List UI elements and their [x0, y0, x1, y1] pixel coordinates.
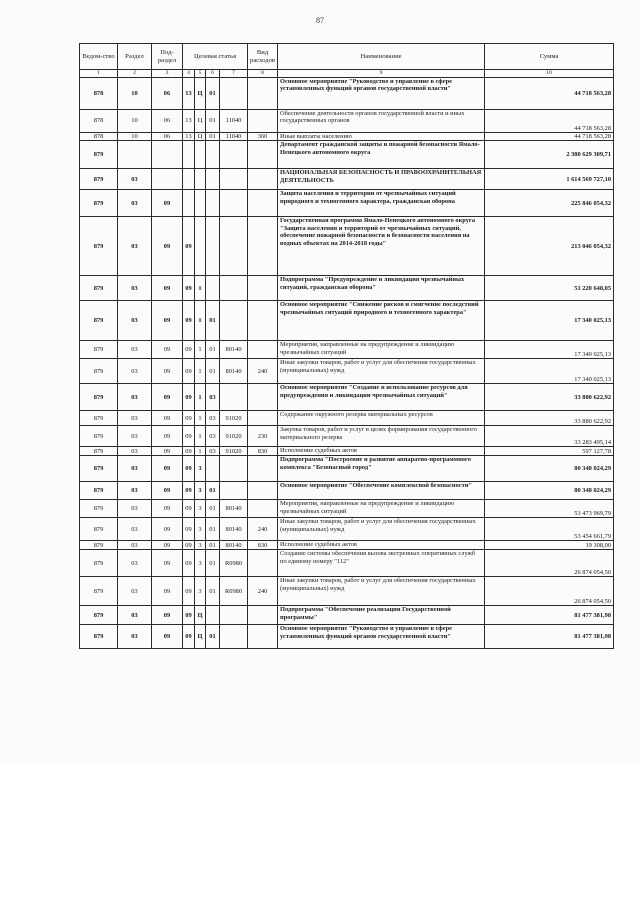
cell-razdel — [118, 141, 152, 169]
cell-podrazdel: 09 — [152, 447, 183, 456]
table-header-row — [80, 44, 614, 70]
cell-name: Создание системы обеспечения вызова экстренных оперативных служб по единому номеру "112" — [278, 550, 485, 577]
page-number: 87 — [316, 16, 324, 25]
cell-razdel: 03 — [118, 550, 152, 577]
table-row — [80, 276, 614, 301]
cell-vedomstvo: 879 — [80, 541, 118, 550]
col-number: 4 — [183, 70, 195, 78]
cell-target-3: 01 — [206, 550, 220, 577]
table-row — [80, 110, 614, 133]
cell-target-1: 09 — [183, 217, 195, 276]
table-row — [80, 301, 614, 341]
cell-sum: 1 614 569 727,10 — [485, 169, 614, 190]
table-row — [80, 426, 614, 447]
cell-target-1: 09 — [183, 550, 195, 577]
cell-target-3: 01 — [206, 133, 220, 141]
cell-target-2 — [195, 169, 206, 190]
cell-razdel: 03 — [118, 341, 152, 359]
cell-target-1: 09 — [183, 276, 195, 301]
cell-sum: 53 454 661,79 — [485, 518, 614, 541]
cell-expense-type: 240 — [248, 518, 278, 541]
cell-vedomstvo: 879 — [80, 169, 118, 190]
cell-expense-type: 240 — [248, 359, 278, 384]
cell-razdel: 10 — [118, 110, 152, 133]
header-podrazdel: Под-раздел — [152, 44, 183, 70]
cell-sum: 597 127,78 — [485, 447, 614, 456]
cell-target-1 — [183, 141, 195, 169]
cell-target-3: 01 — [206, 341, 220, 359]
cell-target-4 — [220, 217, 248, 276]
cell-target-4: 91020 — [220, 426, 248, 447]
cell-target-2: 1 — [195, 301, 206, 341]
cell-vedomstvo: 879 — [80, 301, 118, 341]
cell-target-3: 03 — [206, 426, 220, 447]
cell-target-2: Ц — [195, 78, 206, 110]
cell-target-4 — [220, 482, 248, 500]
cell-target-1: 09 — [183, 447, 195, 456]
cell-expense-type — [248, 301, 278, 341]
cell-target-2: Ц — [195, 625, 206, 649]
cell-target-2: 1 — [195, 384, 206, 411]
cell-razdel: 03 — [118, 447, 152, 456]
cell-podrazdel: 09 — [152, 190, 183, 217]
cell-target-3: 03 — [206, 447, 220, 456]
cell-sum: 44 718 563,28 — [485, 133, 614, 141]
cell-expense-type — [248, 78, 278, 110]
cell-target-2: 3 — [195, 518, 206, 541]
cell-sum: 44 718 563,28 — [485, 78, 614, 110]
table-row — [80, 577, 614, 606]
table-row — [80, 384, 614, 411]
cell-podrazdel: 09 — [152, 426, 183, 447]
cell-target-4 — [220, 625, 248, 649]
cell-vedomstvo: 879 — [80, 141, 118, 169]
cell-target-4 — [220, 78, 248, 110]
cell-podrazdel: 09 — [152, 482, 183, 500]
cell-razdel: 03 — [118, 217, 152, 276]
header-name: Наименование — [278, 44, 485, 70]
table-row — [80, 456, 614, 482]
col-number: 8 — [248, 70, 278, 78]
cell-target-4: 80140 — [220, 500, 248, 518]
cell-name: Иные закупки товаров, работ и услуг для обеспечения государственных (муниципальных) нужд — [278, 359, 485, 384]
cell-razdel: 03 — [118, 456, 152, 482]
cell-target-1: 09 — [183, 606, 195, 625]
cell-razdel: 03 — [118, 190, 152, 217]
cell-vedomstvo: 878 — [80, 110, 118, 133]
cell-podrazdel: 09 — [152, 550, 183, 577]
cell-target-1: 09 — [183, 541, 195, 550]
cell-razdel: 03 — [118, 301, 152, 341]
cell-podrazdel: 09 — [152, 411, 183, 426]
cell-sum: 17 340 025,13 — [485, 341, 614, 359]
col-number: 3 — [152, 70, 183, 78]
cell-expense-type — [248, 606, 278, 625]
header-razdel: Раздел — [118, 44, 152, 70]
cell-name: Подпрограмма "Предупреждение и ликвидация чрезвычайных ситуаций, гражданская оборона" — [278, 276, 485, 301]
margin-mark: · — [613, 578, 615, 584]
cell-target-3 — [206, 217, 220, 276]
cell-vedomstvo: 879 — [80, 577, 118, 606]
cell-podrazdel: 09 — [152, 518, 183, 541]
cell-vedomstvo: 879 — [80, 217, 118, 276]
cell-expense-type — [248, 169, 278, 190]
cell-vedomstvo: 878 — [80, 133, 118, 141]
cell-name: Основное мероприятие "Руководство и управление в сфере установленных функций органов государственной власти" — [278, 78, 485, 110]
table-row — [80, 141, 614, 169]
cell-target-1: 09 — [183, 482, 195, 500]
cell-podrazdel — [152, 169, 183, 190]
cell-razdel: 03 — [118, 500, 152, 518]
cell-podrazdel: 09 — [152, 577, 183, 606]
budget-table — [79, 43, 614, 649]
cell-target-2: 3 — [195, 482, 206, 500]
table-row — [80, 482, 614, 500]
cell-podrazdel: 09 — [152, 384, 183, 411]
cell-sum: 33 880 622,92 — [485, 384, 614, 411]
cell-sum: 26 874 054,50 — [485, 577, 614, 606]
cell-vedomstvo: 879 — [80, 359, 118, 384]
cell-sum: 26 874 054,50 — [485, 550, 614, 577]
cell-vedomstvo: 879 — [80, 625, 118, 649]
cell-vedomstvo: 878 — [80, 78, 118, 110]
cell-target-4 — [220, 384, 248, 411]
cell-sum: 51 220 648,05 — [485, 276, 614, 301]
cell-target-2 — [195, 190, 206, 217]
cell-vedomstvo: 879 — [80, 518, 118, 541]
cell-razdel: 03 — [118, 625, 152, 649]
cell-target-1: 13 — [183, 133, 195, 141]
cell-razdel: 03 — [118, 577, 152, 606]
cell-vedomstvo: 879 — [80, 550, 118, 577]
header-vedomstvo: Ведом-ство — [80, 44, 118, 70]
cell-sum: 17 340 025,13 — [485, 359, 614, 384]
cell-target-4 — [220, 456, 248, 482]
cell-target-1: 09 — [183, 301, 195, 341]
cell-expense-type: 360 — [248, 133, 278, 141]
cell-target-4: R0980 — [220, 577, 248, 606]
cell-sum: 19 308,00 — [485, 541, 614, 550]
cell-razdel: 10 — [118, 133, 152, 141]
cell-target-3: 01 — [206, 518, 220, 541]
cell-razdel: 03 — [118, 518, 152, 541]
cell-target-1: 09 — [183, 577, 195, 606]
cell-name: Закупка товаров, работ и услуг в целях формирования государственного материального резерва — [278, 426, 485, 447]
header-expense-type: Вид расходов — [248, 44, 278, 70]
cell-name: Подпрограмма "Построение и развитие аппаратно-программного комплекса "Безопасный город" — [278, 456, 485, 482]
cell-vedomstvo: 879 — [80, 482, 118, 500]
table-row — [80, 625, 614, 649]
cell-target-1 — [183, 169, 195, 190]
cell-sum: 33 283 495,14 — [485, 426, 614, 447]
cell-name: Мероприятия, направленные на предупреждение и ликвидацию чрезвычайных ситуаций — [278, 500, 485, 518]
cell-name: Подпрограмма "Обеспечение реализации Государственной программы" — [278, 606, 485, 625]
cell-expense-type — [248, 276, 278, 301]
cell-podrazdel: 09 — [152, 217, 183, 276]
cell-target-4: 11040 — [220, 110, 248, 133]
cell-expense-type — [248, 190, 278, 217]
cell-razdel: 03 — [118, 411, 152, 426]
cell-sum: 213 046 054,32 — [485, 217, 614, 276]
cell-podrazdel: 09 — [152, 456, 183, 482]
cell-target-4 — [220, 169, 248, 190]
cell-podrazdel: 09 — [152, 341, 183, 359]
cell-expense-type — [248, 456, 278, 482]
col-number: 10 — [485, 70, 614, 78]
cell-podrazdel: 09 — [152, 500, 183, 518]
cell-target-3: 01 — [206, 541, 220, 550]
cell-name: Иные закупки товаров, работ и услуг для обеспечения государственных (муниципальных) нужд — [278, 518, 485, 541]
cell-target-3: 01 — [206, 110, 220, 133]
cell-target-1: 13 — [183, 78, 195, 110]
cell-target-2: Ц — [195, 606, 206, 625]
cell-podrazdel: 09 — [152, 301, 183, 341]
cell-target-2: 1 — [195, 359, 206, 384]
col-number: 1 — [80, 70, 118, 78]
cell-expense-type — [248, 550, 278, 577]
cell-target-3: 03 — [206, 384, 220, 411]
cell-expense-type — [248, 217, 278, 276]
cell-name: НАЦИОНАЛЬНАЯ БЕЗОПАСНОСТЬ И ПРАВООХРАНИТЕЛЬНАЯ ДЕЯТЕЛЬНОСТЬ — [278, 169, 485, 190]
cell-target-1: 13 — [183, 110, 195, 133]
cell-name: Мероприятия, направленные на предупреждение и ликвидацию чрезвычайных ситуаций — [278, 341, 485, 359]
cell-target-3: 01 — [206, 78, 220, 110]
cell-sum: 80 348 024,29 — [485, 482, 614, 500]
cell-name: Основное мероприятие "Обеспечение комплексной безопасности" — [278, 482, 485, 500]
cell-target-1: 09 — [183, 625, 195, 649]
cell-expense-type: 230 — [248, 426, 278, 447]
cell-target-1: 09 — [183, 341, 195, 359]
cell-name: Иные выплаты населению — [278, 133, 485, 141]
cell-name: Основное мероприятие "Создание и использование ресурсов для предупреждения и ликвидации чрезвычайных ситуаций" — [278, 384, 485, 411]
header-target-article: Целевая статья — [183, 44, 248, 70]
table-row — [80, 359, 614, 384]
cell-target-3: 01 — [206, 625, 220, 649]
cell-expense-type — [248, 141, 278, 169]
cell-name: Исполнение судебных актов — [278, 447, 485, 456]
cell-target-1: 09 — [183, 456, 195, 482]
cell-expense-type — [248, 625, 278, 649]
header-sum: Сумма — [485, 44, 614, 70]
cell-target-4 — [220, 276, 248, 301]
table-row — [80, 133, 614, 141]
cell-expense-type: 240 — [248, 577, 278, 606]
col-number: 9 — [278, 70, 485, 78]
table-row — [80, 606, 614, 625]
cell-target-2: 3 — [195, 577, 206, 606]
cell-sum: 33 880 622,92 — [485, 411, 614, 426]
cell-podrazdel: 09 — [152, 541, 183, 550]
cell-vedomstvo: 879 — [80, 447, 118, 456]
cell-name: Основное мероприятие "Руководство и управление в сфере установленных функций органов государственной власти" — [278, 625, 485, 649]
cell-vedomstvo: 879 — [80, 606, 118, 625]
cell-sum: 81 477 381,98 — [485, 625, 614, 649]
col-number: 7 — [220, 70, 248, 78]
cell-target-2: 3 — [195, 456, 206, 482]
cell-sum: 80 348 024,29 — [485, 456, 614, 482]
cell-target-2: Ц — [195, 133, 206, 141]
cell-name: Исполнение судебных актов — [278, 541, 485, 550]
cell-expense-type — [248, 384, 278, 411]
cell-target-3: 01 — [206, 577, 220, 606]
cell-target-2: 1 — [195, 426, 206, 447]
cell-vedomstvo: 879 — [80, 276, 118, 301]
cell-target-1 — [183, 190, 195, 217]
cell-sum: 17 340 025,13 — [485, 301, 614, 341]
cell-name: Государственная программа Ямало-Ненецкого автономного округа "Защита населения и территорий от чрезвычайных ситуаций, обеспечение пожарной безопасности и безопасности населения на водных объектах на 2014-2018 годы" — [278, 217, 485, 276]
cell-target-1: 09 — [183, 359, 195, 384]
cell-sum: 2 380 629 309,71 — [485, 141, 614, 169]
cell-razdel: 10 — [118, 78, 152, 110]
cell-target-3 — [206, 141, 220, 169]
cell-expense-type — [248, 482, 278, 500]
cell-target-1: 09 — [183, 384, 195, 411]
cell-target-2: 1 — [195, 341, 206, 359]
table-row — [80, 190, 614, 217]
col-number: 6 — [206, 70, 220, 78]
cell-podrazdel: 09 — [152, 625, 183, 649]
table-row — [80, 447, 614, 456]
cell-podrazdel: 06 — [152, 110, 183, 133]
cell-name: Департамент гражданской защиты и пожарной безопасности Ямало-Ненецкого автономного округа — [278, 141, 485, 169]
cell-podrazdel: 09 — [152, 276, 183, 301]
cell-razdel: 03 — [118, 541, 152, 550]
cell-target-3 — [206, 169, 220, 190]
table-row — [80, 78, 614, 110]
table-row — [80, 411, 614, 426]
cell-vedomstvo: 879 — [80, 341, 118, 359]
cell-podrazdel: 06 — [152, 133, 183, 141]
cell-expense-type — [248, 500, 278, 518]
cell-expense-type: 830 — [248, 447, 278, 456]
cell-vedomstvo: 879 — [80, 384, 118, 411]
cell-target-2: 3 — [195, 550, 206, 577]
col-number: 2 — [118, 70, 152, 78]
cell-target-3 — [206, 456, 220, 482]
cell-target-4 — [220, 190, 248, 217]
cell-target-4: 80140 — [220, 359, 248, 384]
table-row — [80, 169, 614, 190]
cell-target-2 — [195, 217, 206, 276]
cell-expense-type — [248, 341, 278, 359]
cell-target-2: 1 — [195, 447, 206, 456]
cell-target-4: 80140 — [220, 341, 248, 359]
table-row — [80, 500, 614, 518]
cell-razdel: 03 — [118, 482, 152, 500]
col-number: 5 — [195, 70, 206, 78]
cell-target-3: 01 — [206, 301, 220, 341]
table-row — [80, 541, 614, 550]
cell-sum: 225 846 054,32 — [485, 190, 614, 217]
cell-target-1: 09 — [183, 500, 195, 518]
cell-podrazdel — [152, 141, 183, 169]
cell-podrazdel: 06 — [152, 78, 183, 110]
cell-razdel: 03 — [118, 384, 152, 411]
cell-target-3 — [206, 190, 220, 217]
cell-target-4: 91020 — [220, 411, 248, 426]
cell-razdel: 03 — [118, 276, 152, 301]
table-row — [80, 518, 614, 541]
cell-target-3: 01 — [206, 482, 220, 500]
cell-name: Содержание окружного резерва материальных ресурсов — [278, 411, 485, 426]
cell-target-2: 1 — [195, 411, 206, 426]
cell-target-1: 09 — [183, 518, 195, 541]
cell-sum: 53 473 969,79 — [485, 500, 614, 518]
cell-target-1: 09 — [183, 411, 195, 426]
cell-target-4 — [220, 141, 248, 169]
cell-sum: 44 718 563,28 — [485, 110, 614, 133]
cell-target-3: 01 — [206, 359, 220, 384]
table-row — [80, 217, 614, 276]
table-row — [80, 550, 614, 577]
cell-target-4: 91020 — [220, 447, 248, 456]
column-number-row — [80, 70, 614, 78]
cell-target-2 — [195, 141, 206, 169]
cell-target-4: 80140 — [220, 518, 248, 541]
cell-target-2: 1 — [195, 276, 206, 301]
cell-name: Обеспечение деятельности органов государственной власти и иных государственных органов — [278, 110, 485, 133]
cell-razdel: 03 — [118, 426, 152, 447]
cell-name: Иные закупки товаров, работ и услуг для обеспечения государственных (муниципальных) нужд — [278, 577, 485, 606]
cell-vedomstvo: 879 — [80, 426, 118, 447]
cell-expense-type: 830 — [248, 541, 278, 550]
cell-name: Защита населения и территории от чрезвычайных ситуаций природного и техногенного характера, гражданская оборона — [278, 190, 485, 217]
cell-expense-type — [248, 411, 278, 426]
cell-target-4: R0980 — [220, 550, 248, 577]
cell-razdel: 03 — [118, 606, 152, 625]
cell-vedomstvo: 879 — [80, 190, 118, 217]
table-row — [80, 341, 614, 359]
cell-target-4: 11040 — [220, 133, 248, 141]
cell-razdel: 03 — [118, 169, 152, 190]
cell-target-2: 3 — [195, 541, 206, 550]
cell-target-2: Ц — [195, 110, 206, 133]
cell-vedomstvo: 879 — [80, 411, 118, 426]
cell-sum: 81 477 381,98 — [485, 606, 614, 625]
table-body — [80, 78, 614, 649]
cell-expense-type — [248, 110, 278, 133]
cell-target-1: 09 — [183, 426, 195, 447]
cell-target-3 — [206, 276, 220, 301]
cell-name: Основное мероприятие "Снижение рисков и смягчение последствий чрезвычайных ситуаций природного и техногенного характера" — [278, 301, 485, 341]
cell-target-3: 01 — [206, 500, 220, 518]
cell-podrazdel: 09 — [152, 359, 183, 384]
cell-target-3: 03 — [206, 411, 220, 426]
cell-razdel: 03 — [118, 359, 152, 384]
cell-podrazdel: 09 — [152, 606, 183, 625]
cell-target-2: 3 — [195, 500, 206, 518]
cell-vedomstvo: 879 — [80, 456, 118, 482]
cell-target-4: 80140 — [220, 541, 248, 550]
cell-target-3 — [206, 606, 220, 625]
cell-vedomstvo: 879 — [80, 500, 118, 518]
cell-target-4 — [220, 301, 248, 341]
cell-target-4 — [220, 606, 248, 625]
